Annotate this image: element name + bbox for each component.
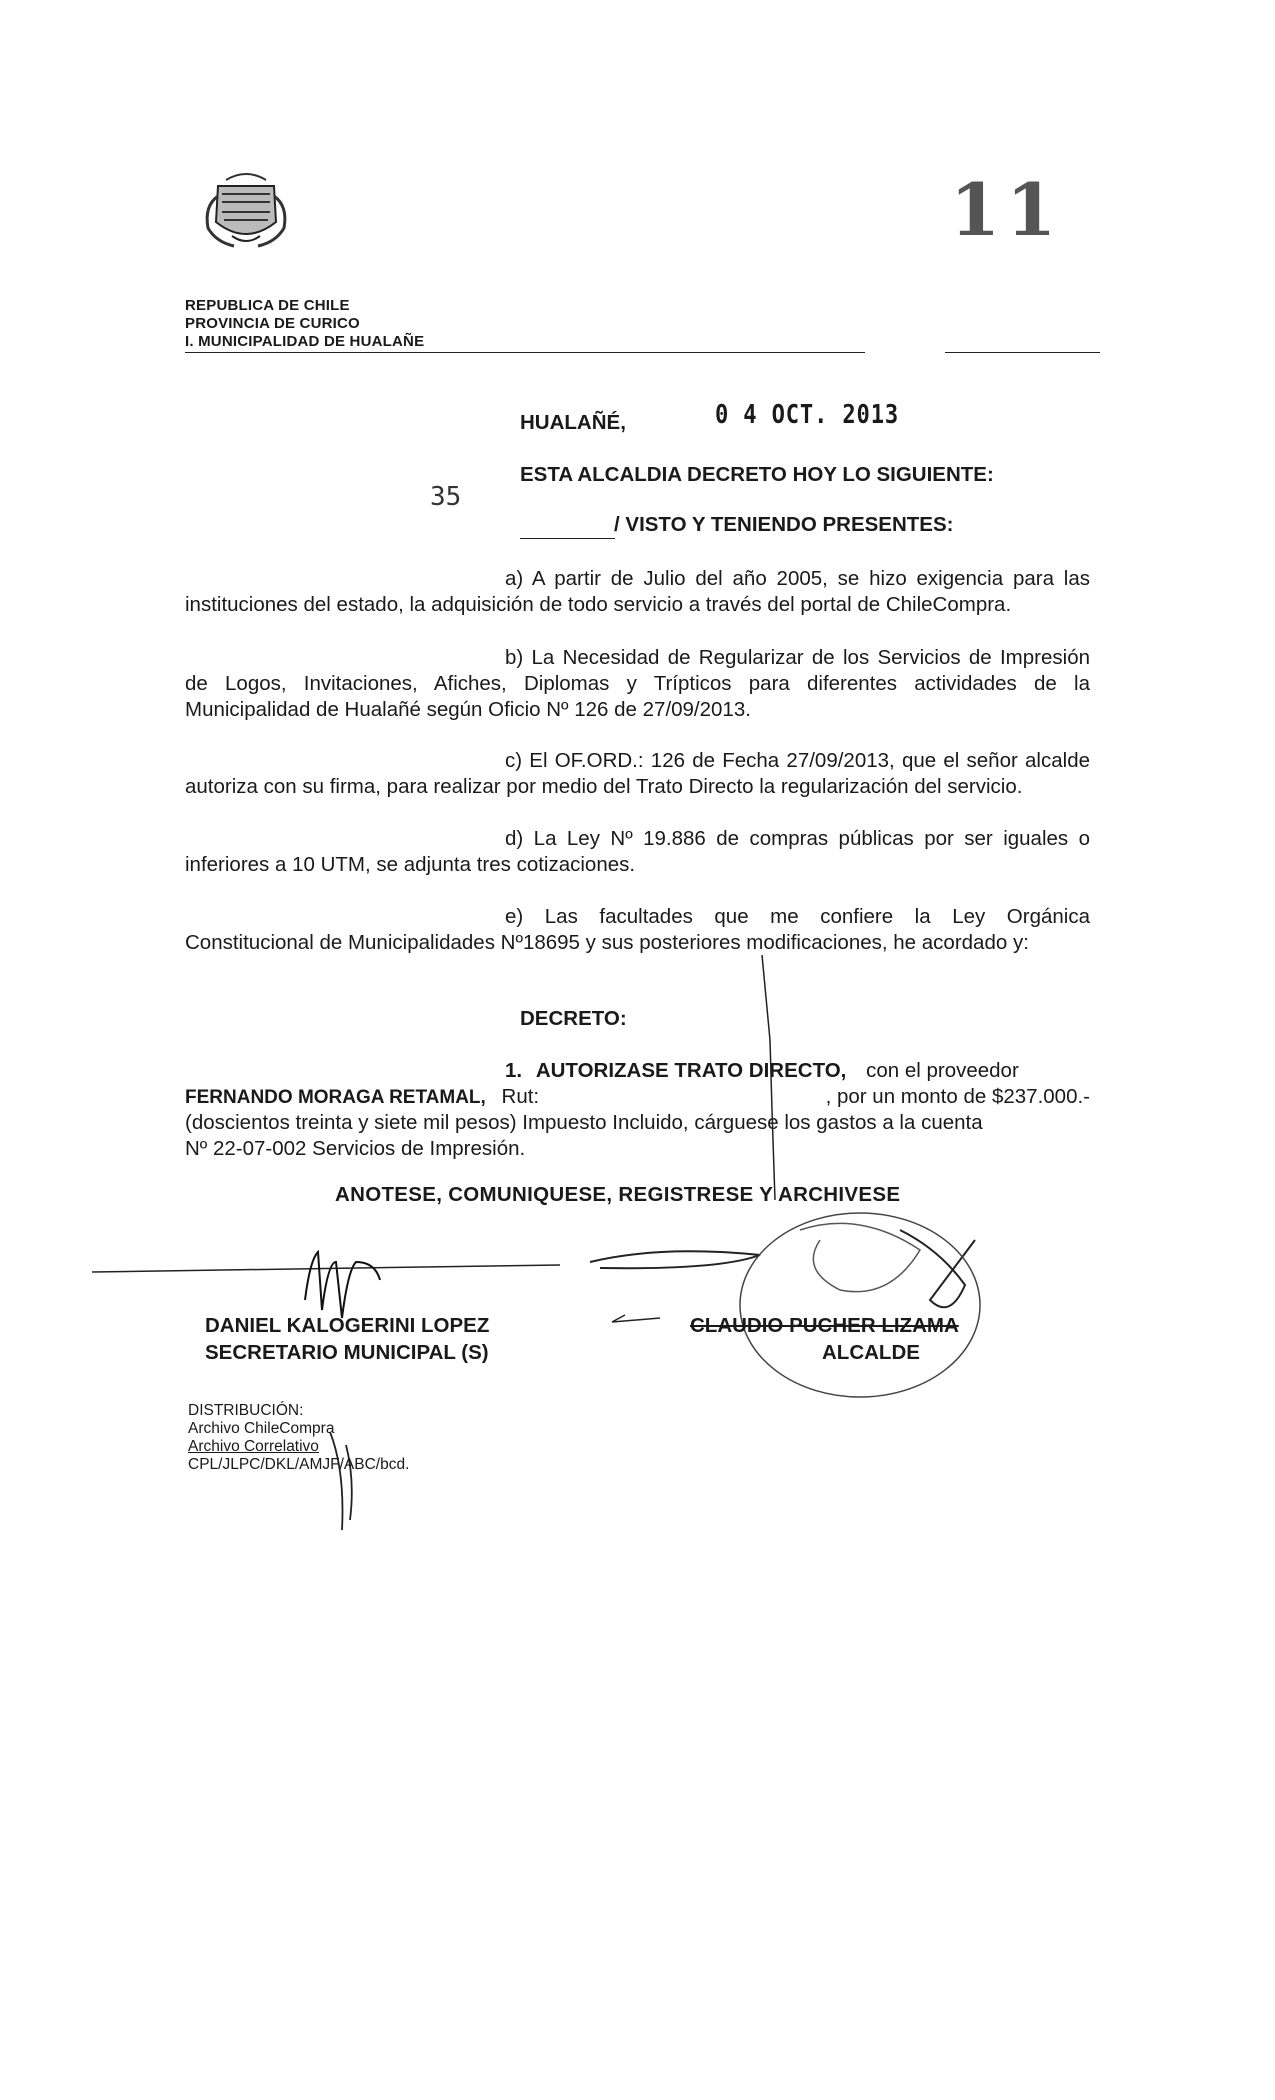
decree-number-stamp: 35 xyxy=(430,482,462,512)
distribution-heading: DISTRIBUCIÓN: xyxy=(188,1402,304,1419)
article-1-line4: Nº 22-07-002 Servicios de Impresión. xyxy=(185,1137,526,1160)
intro-line: ESTA ALCALDIA DECRETO HOY LO SIGUIENTE: xyxy=(520,463,994,486)
consideration-e: e) Las facultades que me confiere la Ley Orgánica Constitucional de Municipalidades Nº18695 y sus posteriores modificaciones, he acordado y: xyxy=(185,905,1090,954)
date-stamp: 0 4 OCT. 2013 xyxy=(715,400,900,430)
signer-left-name: DANIEL KALOGERINI LOPEZ xyxy=(205,1314,490,1337)
signer-right-name: CLAUDIO PUCHER LIZAMA xyxy=(690,1314,959,1337)
consideration-c: c) El OF.ORD.: 126 de Fecha 27/09/2013, que el señor alcalde autoriza con su firma, para realizar por medio del Trato Directo la regularización del servicio. xyxy=(185,749,1090,798)
letterhead-province: PROVINCIA DE CURICO xyxy=(185,315,360,332)
signature-left xyxy=(205,1312,489,1366)
visto-line: / VISTO Y TENIENDO PRESENTES: xyxy=(614,513,954,536)
closing-line: ANOTESE, COMUNIQUESE, REGISTRESE Y ARCHIVESE xyxy=(335,1183,901,1206)
distribution-item: Archivo Correlativo xyxy=(188,1438,319,1455)
distribution-item: CPL/JLPC/DKL/AMJF/ABC/bcd. xyxy=(188,1456,410,1473)
letterhead-municipality: I. MUNICIPALIDAD DE HUALAÑE xyxy=(185,333,425,350)
article-rest-2: , por un monto de $237.000.- xyxy=(825,1085,1090,1108)
provider-name: FERNANDO MORAGA RETAMAL, xyxy=(185,1087,486,1108)
article-number: 1. xyxy=(505,1059,523,1082)
page-number-stamp: 11 xyxy=(950,167,1063,252)
signature-right xyxy=(690,1312,959,1366)
signer-right-title: ALCALDE xyxy=(822,1341,920,1364)
letterhead-country: REPUBLICA DE CHILE xyxy=(185,297,350,314)
article-rest-1: con el proveedor xyxy=(866,1059,1019,1082)
signer-left-title: SECRETARIO MUNICIPAL (S) xyxy=(205,1341,489,1364)
decreto-heading: DECRETO: xyxy=(520,1007,627,1030)
consideration-a: a) A partir de Julio del año 2005, se hizo exigencia para las instituciones del estado, la adquisición de todo servicio a través del portal de ChileCompra. xyxy=(185,567,1090,616)
distribution xyxy=(188,1402,409,1474)
consideration-d: d) La Ley Nº 19.886 de compras públicas por ser iguales o inferiores a 10 UTM, se adjunta tres cotizaciones. xyxy=(185,827,1090,876)
place-label: HUALAÑÉ, xyxy=(520,411,626,434)
consideration-b: b) La Necesidad de Regularizar de los Servicios de Impresión de Logos, Invitaciones, Afiches, Diplomas y Trípticos para diferentes actividades de la Municipalidad de Hualañé según Oficio Nº 126 de 27/09/2013. xyxy=(185,646,1090,721)
article-1-line3: (doscientos treinta y siete mil pesos) Impuesto Incluido, cárguese los gastos a la cuenta xyxy=(185,1111,983,1134)
rut-label: Rut: xyxy=(501,1085,540,1108)
article-title: AUTORIZASE TRATO DIRECTO, xyxy=(535,1059,847,1082)
distribution-item: Archivo ChileCompra xyxy=(188,1420,335,1437)
